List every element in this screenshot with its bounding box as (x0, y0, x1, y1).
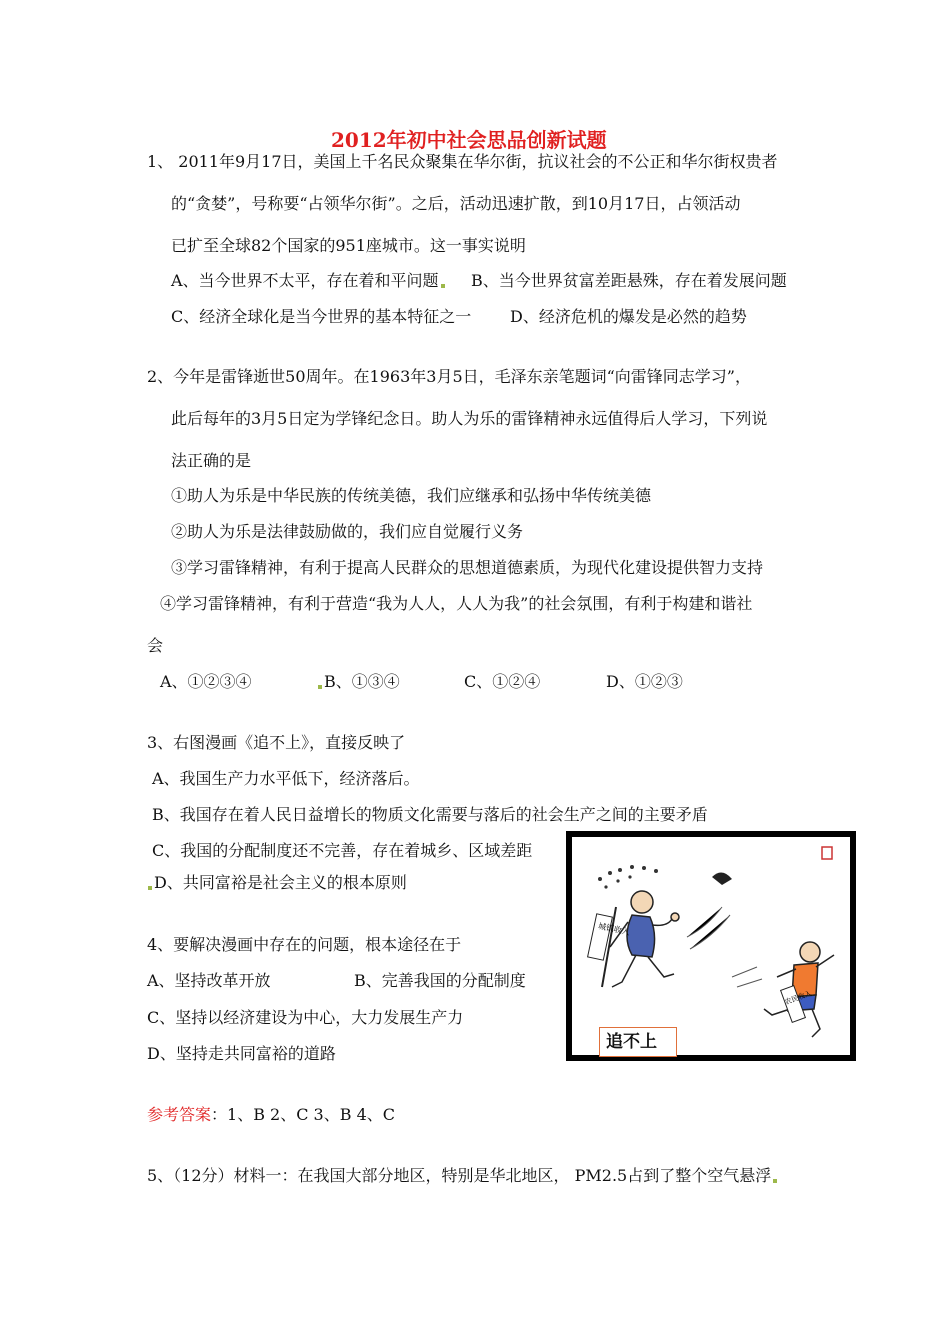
q2-option-c: C、①②④ (464, 672, 541, 691)
answer-key-label: 参考答案 (147, 1105, 212, 1124)
q4-option-d: D、坚持走共同富裕的道路 (147, 1044, 336, 1063)
page-title: 2012年初中社会思品创新试题 (331, 128, 607, 152)
q3-option-b: B、我国存在着人民日益增长的物质文化需要与落后的社会生产之间的主要矛盾 (152, 805, 708, 824)
q4-option-c: C、坚持以经济建设为中心，大力发展生产力 (147, 1008, 464, 1027)
q2-line-2: 此后每年的3月5日定为学锋纪念日。助人为乐的雷锋精神永远值得后人学习，下列说 (171, 409, 768, 428)
q2-statement-4: ④学习雷锋精神，有利于营造“我为人人，人人为我”的社会氛围，有利于构建和谐社 (160, 594, 753, 613)
q3-option-d: D、共同富裕是社会主义的根本原则 (148, 873, 407, 893)
q3-option-a: A、我国生产力水平低下，经济落后。 (152, 769, 420, 788)
q2-option-b: B、①③④ (318, 672, 400, 692)
q3-stem: 3、右图漫画《追不上》，直接反映了 (147, 733, 406, 752)
q4-option-a: A、坚持改革开放 (147, 971, 271, 990)
answer-key-text: ：1、B 2、C 3、B 4、C (211, 1105, 395, 1124)
cartoon-label-left: 城镇收入 (597, 921, 631, 937)
q2-statement-1: ①助人为乐是中华民族的传统美德，我们应继承和弘扬中华传统美德 (171, 486, 652, 505)
q3-option-c: C、我国的分配制度还不完善，存在着城乡、区域差距 (152, 841, 533, 860)
q5-line-1: 5、（12分）材料一：在我国大部分地区，特别是华北地区， PM2.5占到了整个空气悬浮 (147, 1166, 779, 1186)
cartoon-label-right: 农民收入 (783, 989, 813, 1007)
q1-line-1: 1、 2011年9月17日，美国上千名民众聚集在华尔街，抗议社会的不公正和华尔街权贵者 (147, 152, 778, 171)
q1-option-d: D、经济危机的爆发是必然的趋势 (510, 307, 747, 326)
cartoon-caption: 追不上 (599, 1027, 677, 1057)
q1-option-a: A、当今世界不太平，存在着和平问题 (171, 271, 447, 291)
q2-line-3: 法正确的是 (171, 451, 252, 470)
answer-key (147, 1105, 395, 1125)
q2-statement-2: ②助人为乐是法律鼓励做的，我们应自觉履行义务 (171, 522, 524, 541)
q2-statement-3: ③学习雷锋精神，有利于提高人民群众的思想道德素质，为现代化建设提供智力支持 (171, 558, 764, 577)
q4-stem: 4、要解决漫画中存在的问题，根本途径在于 (147, 935, 462, 954)
cartoon-drawing (572, 837, 850, 1055)
q1-option-c: C、经济全球化是当今世界的基本特征之一 (171, 307, 472, 326)
q2-line-1: 2、今年是雷锋逝世50周年。在1963年3月5日，毛泽东亲笔题词“向雷锋同志学习”， (147, 367, 751, 386)
q2-statement-4-cont: 会 (147, 636, 164, 655)
q2-option-d: D、①②③ (606, 672, 683, 691)
q1-line-2: 的“贪婪”，号称要“占领华尔街”。之后，活动迅速扩散，到10月17日，占领活动 (171, 194, 741, 213)
q1-line-3: 已扩至全球82个国家的951座城市。这一事实说明 (171, 236, 526, 255)
q2-option-a: A、①②③④ (160, 672, 252, 691)
q1-option-b: B、当今世界贫富差距悬殊，存在着发展问题 (471, 271, 787, 290)
q4-option-b: B、完善我国的分配制度 (354, 971, 526, 990)
